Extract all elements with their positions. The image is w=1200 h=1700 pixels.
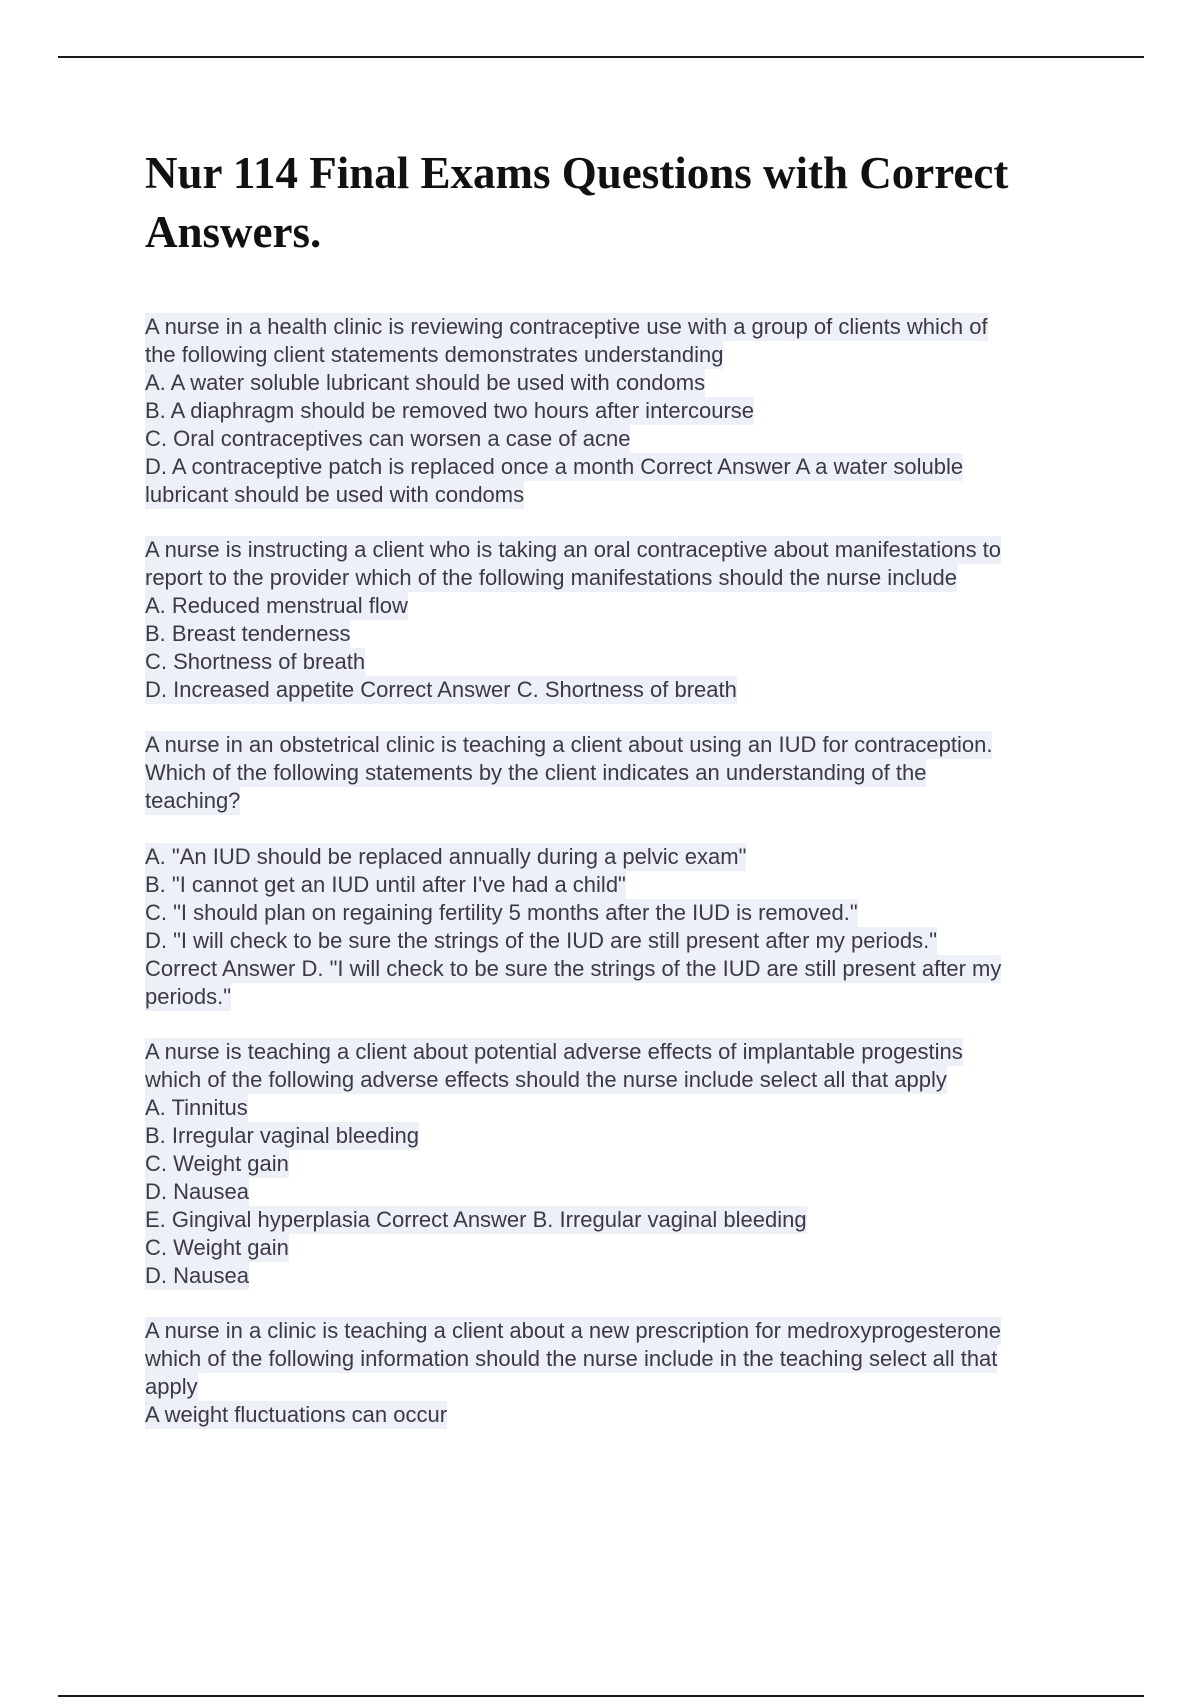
question-block-4 — [145, 1038, 1105, 1290]
answer-line: C. Weight gain — [145, 1235, 289, 1260]
title-line-2: Answers. — [145, 207, 322, 257]
option-line: D. Nausea — [145, 1179, 249, 1204]
text-line: A nurse is instructing a client who is taking an oral contraceptive about manifestations to — [145, 537, 1002, 562]
option-line: C. Shortness of breath — [145, 649, 366, 674]
option-line: B. A diaphragm should be removed two hours after intercourse — [145, 398, 755, 423]
answer-line: D. Nausea — [145, 1263, 249, 1288]
text-line: A nurse in an obstetrical clinic is teaching a client about using an IUD for contraception. — [145, 732, 993, 757]
option-line: C. "I should plan on regaining fertility 5 months after the IUD is removed." — [145, 900, 858, 925]
text-line: apply — [145, 1374, 198, 1399]
answer-line: lubricant should be used with condoms — [145, 482, 525, 507]
option-line: C. Oral contraceptives can worsen a case of acne — [145, 426, 631, 451]
page-title — [145, 144, 1105, 262]
text-line: A nurse in a health clinic is reviewing contraceptive use with a group of clients which of — [145, 314, 988, 339]
paragraph-gap — [145, 815, 1105, 843]
option-line: C. Weight gain — [145, 1151, 289, 1176]
text-line: which of the following information should the nurse include in the teaching select all that — [145, 1346, 998, 1371]
option-line: D. Increased appetite Correct Answer C. Shortness of breath — [145, 677, 737, 702]
question-block-1 — [145, 313, 1105, 509]
answer-line: periods." — [145, 984, 232, 1009]
question-block-3 — [145, 731, 1105, 1011]
title-line-1: Nur 114 Final Exams Questions with Correct — [145, 148, 1009, 198]
text-line: report to the provider which of the following manifestations should the nurse include — [145, 565, 958, 590]
option-line: A weight fluctuations can occur — [145, 1402, 448, 1427]
question-block-2 — [145, 536, 1105, 704]
option-line: A. Reduced menstrual flow — [145, 593, 408, 618]
text-line: Which of the following statements by the client indicates an understanding of the — [145, 760, 927, 785]
question-list — [145, 313, 1105, 1456]
option-line: D. A contraceptive patch is replaced once a month Correct Answer A a water soluble — [145, 454, 964, 479]
text-line: the following client statements demonstrates understanding — [145, 342, 724, 367]
text-line: A nurse in a clinic is teaching a client about a new prescription for medroxyprogesterone — [145, 1318, 1002, 1343]
question-block-5 — [145, 1317, 1105, 1429]
option-line: B. "I cannot get an IUD until after I've had a child" — [145, 872, 626, 897]
option-line: D. "I will check to be sure the strings of the IUD are still present after my periods." — [145, 928, 938, 953]
option-line: A. "An IUD should be replaced annually during a pelvic exam" — [145, 844, 747, 869]
option-line: B. Irregular vaginal bleeding — [145, 1123, 419, 1148]
text-line: teaching? — [145, 788, 241, 813]
text-line: which of the following adverse effects should the nurse include select all that apply — [145, 1067, 947, 1092]
top-rule — [58, 56, 1144, 58]
option-line: E. Gingival hyperplasia Correct Answer B. Irregular vaginal bleeding — [145, 1207, 807, 1232]
answer-line: Correct Answer D. "I will check to be sure the strings of the IUD are still present after my — [145, 956, 1002, 981]
text-line: A nurse is teaching a client about potential adverse effects of implantable progestins — [145, 1039, 963, 1064]
option-line: A. Tinnitus — [145, 1095, 248, 1120]
option-line: A. A water soluble lubricant should be used with condoms — [145, 370, 706, 395]
option-line: B. Breast tenderness — [145, 621, 351, 646]
bottom-rule — [58, 1695, 1144, 1697]
